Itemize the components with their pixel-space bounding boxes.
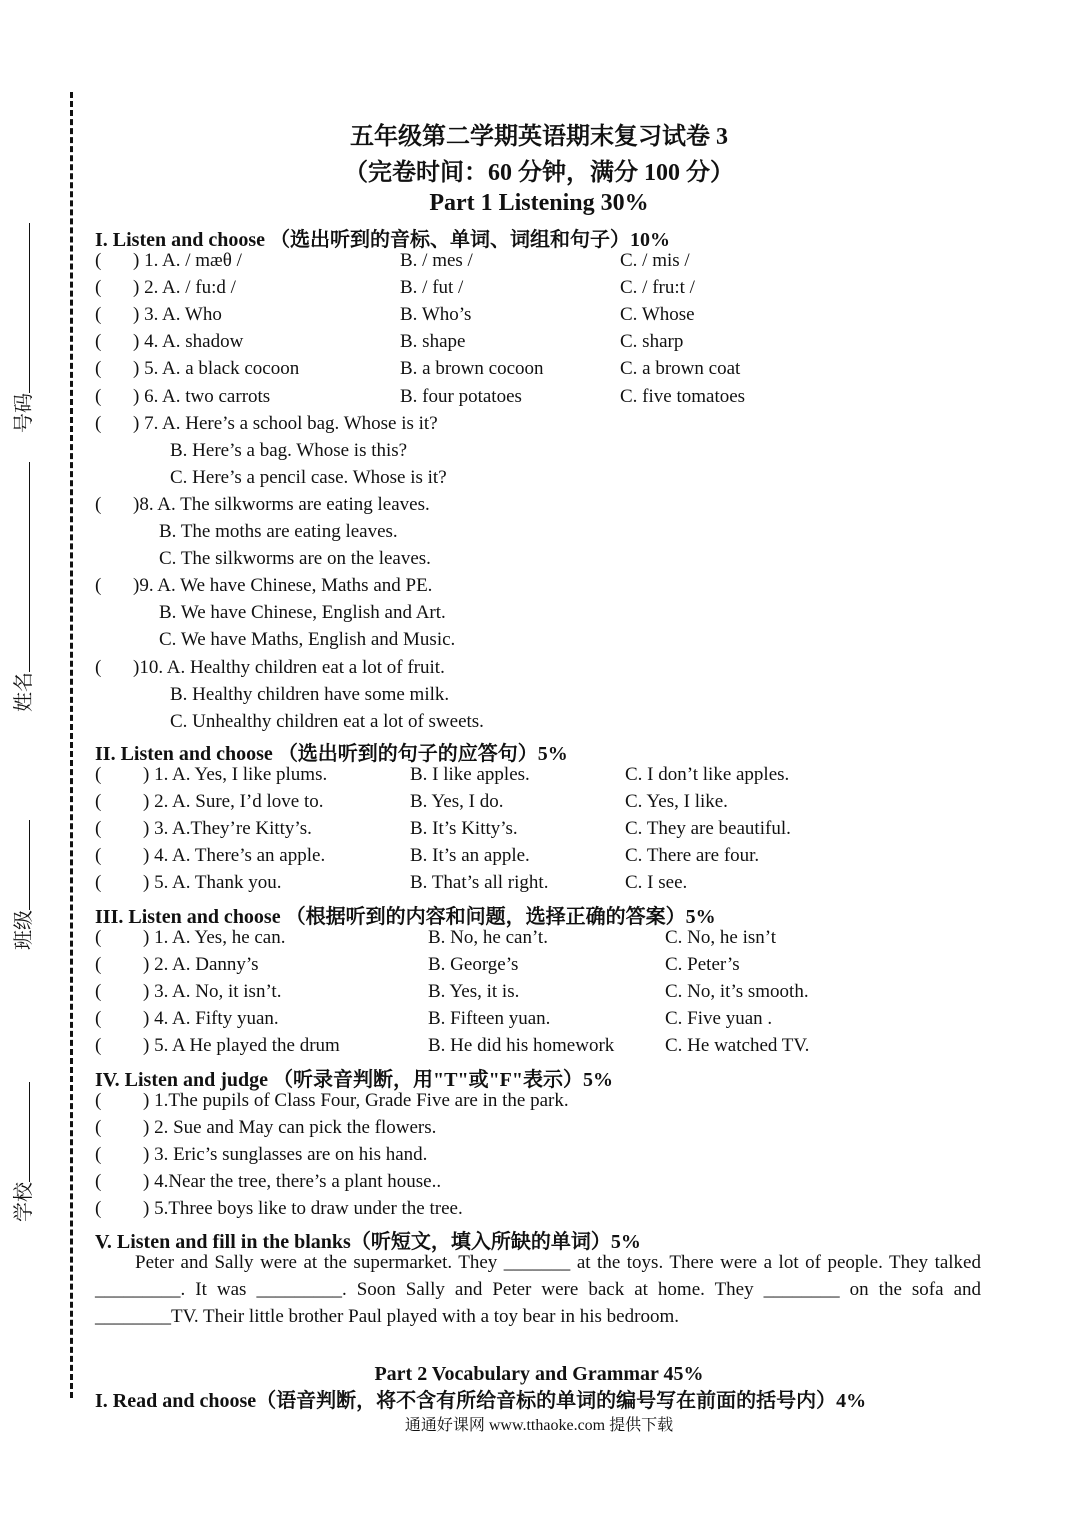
option-text: ) 2. A. / fu:d / — [133, 277, 236, 299]
question-row — [95, 331, 983, 355]
question-row — [95, 764, 983, 788]
question-row — [95, 575, 983, 599]
question-row — [95, 277, 983, 301]
option-text: C. Peter’s — [665, 954, 740, 976]
class-blank[interactable] — [29, 820, 30, 910]
answer-bracket[interactable]: ( — [95, 412, 102, 434]
question-row — [95, 386, 983, 410]
option-text: B. / mes / — [400, 250, 473, 271]
exam-subtitle: （完卷时间：60 分钟，满分 100 分） — [344, 160, 734, 186]
answer-bracket[interactable]: ( — [95, 385, 102, 407]
part2-section1-heading: I. Read and choose（语音判断，将不含有所给音标的单词的编号写在前面的括号内）4% — [95, 1390, 867, 1412]
answer-bracket[interactable]: ( — [95, 493, 102, 515]
answer-bracket[interactable]: ( — [95, 872, 102, 894]
option-text: C. They are beautiful. — [625, 818, 791, 840]
option-text: )10. A. Healthy children eat a lot of fruit. — [133, 656, 445, 678]
option-text: ) 5. A. a black cocoon — [133, 358, 300, 380]
side-class-field — [14, 820, 34, 950]
question-row — [95, 304, 983, 328]
part2-title: Part 2 Vocabulary and Grammar 45% — [374, 1363, 704, 1385]
question-row — [95, 791, 983, 815]
option-text: ) 4. A. Fifty yuan. — [143, 1008, 279, 1030]
side-school-label: 学校 — [13, 1182, 35, 1222]
option-text: B. He did his homework — [428, 1035, 615, 1057]
answer-bracket[interactable]: ( — [95, 764, 102, 785]
option-text: B. The moths are eating leaves. — [159, 521, 398, 542]
question-row — [95, 413, 983, 437]
question-row — [95, 1198, 983, 1222]
option-text: B. Yes, I do. — [410, 791, 504, 813]
answer-bracket[interactable]: ( — [95, 575, 102, 597]
option-text: C. He watched TV. — [665, 1035, 810, 1057]
answer-bracket[interactable]: ( — [95, 358, 102, 380]
option-text: C. I don’t like apples. — [625, 764, 790, 785]
answer-bracket[interactable]: ( — [95, 845, 102, 867]
option-text: ) 2. A. Sure, I’d love to. — [143, 791, 324, 813]
option-text: ) 4.Near the tree, there’s a plant house.. — [143, 1171, 442, 1193]
option-text: ) 3. Eric’s sunglasses are on his hand. — [143, 1144, 428, 1166]
section5-heading: V. Listen and fill in the blanks（听短文，填入所缺的单词）5% — [95, 1231, 641, 1253]
option-text: C. sharp — [620, 331, 684, 353]
question-row — [95, 494, 983, 518]
question-row — [95, 1035, 983, 1059]
section1-heading: I. Listen and choose （选出听到的音标、单词、词组和句子）10% — [95, 229, 671, 251]
question-row — [95, 684, 983, 708]
option-text: B. That’s all right. — [410, 872, 549, 894]
option-text: B. four potatoes — [400, 385, 522, 407]
option-text: ) 2. A. Danny’s — [143, 954, 259, 976]
question-row — [95, 981, 983, 1005]
option-text: ) 4. A. shadow — [133, 331, 244, 353]
option-text: ) 3. A.They’re Kitty’s. — [143, 818, 312, 840]
option-text: B. It’s Kitty’s. — [410, 818, 518, 840]
option-text: ) 1. A. / mæθ / — [133, 250, 242, 271]
question-row — [95, 629, 983, 653]
option-text: C. There are four. — [625, 845, 760, 867]
option-text: C. The silkworms are on the leaves. — [159, 548, 431, 570]
question-row — [95, 845, 983, 869]
answer-bracket[interactable]: ( — [95, 1035, 102, 1057]
question-row — [95, 1144, 983, 1168]
answer-bracket[interactable]: ( — [95, 1090, 102, 1111]
option-text: )8. A. The silkworms are eating leaves. — [133, 493, 430, 515]
option-text: ) 5. A He played the drum — [143, 1035, 340, 1057]
part1-title: Part 1 Listening 30% — [429, 190, 649, 216]
answer-bracket[interactable]: ( — [95, 954, 102, 976]
option-text: C. five tomatoes — [620, 385, 746, 407]
option-text: B. Fifteen yuan. — [428, 1008, 551, 1030]
answer-bracket[interactable]: ( — [95, 331, 102, 353]
side-class-label: 班级 — [13, 910, 35, 950]
option-text: )9. A. We have Chinese, Maths and PE. — [133, 575, 433, 597]
answer-bracket[interactable]: ( — [95, 1171, 102, 1193]
side-name-field — [14, 462, 34, 712]
option-text: B. Here’s a bag. Whose is this? — [170, 439, 408, 461]
option-text: B. No, he can’t. — [428, 927, 548, 948]
option-text: C. / mis / — [620, 250, 690, 271]
question-row — [95, 872, 983, 896]
option-text: ) 3. A. Who — [133, 304, 222, 326]
question-row — [95, 1008, 983, 1032]
answer-bracket[interactable]: ( — [95, 927, 102, 948]
option-text: B. George’s — [428, 954, 519, 976]
answer-bracket[interactable]: ( — [95, 304, 102, 326]
option-text: C. No, it’s smooth. — [665, 981, 809, 1003]
answer-bracket[interactable]: ( — [95, 1144, 102, 1166]
section2-heading: II. Listen and choose （选出听到的句子的应答句）5% — [95, 743, 568, 765]
question-row — [95, 602, 983, 626]
answer-bracket[interactable]: ( — [95, 818, 102, 840]
side-school-field — [14, 1082, 34, 1222]
option-text: ) 7. A. Here’s a school bag. Whose is it? — [133, 412, 438, 434]
option-text: C. a brown coat — [620, 358, 741, 380]
option-text: C. No, he isn’t — [665, 927, 777, 948]
option-text: ) 5. A. Thank you. — [143, 872, 282, 894]
question-row — [95, 1090, 983, 1114]
option-text: C. Five yuan . — [665, 1008, 773, 1030]
question-row — [95, 711, 983, 735]
question-row — [95, 358, 983, 382]
option-text: B. Yes, it is. — [428, 981, 520, 1003]
footer-credit: 通通好课网 www.tthaoke.com 提供下载 — [404, 1417, 674, 1434]
answer-bracket[interactable]: ( — [95, 791, 102, 813]
option-text: ) 5.Three boys like to draw under the tree. — [143, 1198, 463, 1220]
number-blank[interactable] — [29, 223, 30, 393]
option-text: B. / fut / — [400, 277, 464, 299]
name-blank[interactable] — [29, 462, 30, 672]
question-row — [95, 548, 983, 572]
option-text: B. Healthy children have some milk. — [170, 683, 450, 705]
option-text: C. Unhealthy children eat a lot of sweets. — [170, 710, 484, 732]
school-blank[interactable] — [29, 1082, 30, 1182]
question-row — [95, 1117, 983, 1141]
option-text: ) 1. A. Yes, he can. — [143, 927, 286, 948]
exam-title: 五年级第二学期英语期末复习试卷 3 — [350, 124, 728, 150]
answer-bracket[interactable]: ( — [95, 1198, 102, 1220]
question-row — [95, 818, 983, 842]
fill-in-paragraph: Peter and Sally were at the supermarket. They _______ at the toys. There were a lot of people. They talked _________. It was _________. Soon Sally and Peter were back at home. They ________ on the sofa and ________TV. Their little brother Paul played with a toy bear in his bedroom. — [95, 1252, 981, 1327]
option-text: ) 3. A. No, it isn’t. — [143, 981, 282, 1003]
option-text: C. Whose — [620, 304, 695, 326]
option-text: B. Who’s — [400, 304, 472, 326]
section4-heading: IV. Listen and judge （听录音判断，用"T"或"F"表示）5% — [95, 1069, 613, 1091]
question-row — [95, 927, 983, 951]
option-text: ) 6. A. two carrots — [133, 385, 271, 407]
option-text: C. Yes, I like. — [625, 791, 728, 813]
question-row — [95, 521, 983, 545]
option-text: B. shape — [400, 331, 466, 353]
answer-bracket[interactable]: ( — [95, 250, 102, 271]
question-row — [95, 467, 983, 491]
side-number-field — [14, 223, 34, 433]
question-row — [95, 954, 983, 978]
question-row — [95, 657, 983, 681]
option-text: C. We have Maths, English and Music. — [159, 629, 456, 651]
option-text: ) 2. Sue and May can pick the flowers. — [143, 1117, 437, 1139]
answer-bracket[interactable]: ( — [95, 277, 102, 299]
option-text: B. We have Chinese, English and Art. — [159, 602, 446, 624]
side-name-label: 姓名 — [13, 672, 35, 712]
option-text: ) 4. A. There’s an apple. — [143, 845, 326, 867]
option-text: C. I see. — [625, 872, 688, 894]
option-text: B. I like apples. — [410, 764, 530, 785]
option-text: ) 1. A. Yes, I like plums. — [143, 764, 328, 785]
answer-bracket[interactable]: ( — [95, 981, 102, 1003]
answer-bracket[interactable]: ( — [95, 656, 102, 678]
option-text: B. It’s an apple. — [410, 845, 530, 867]
question-row — [95, 440, 983, 464]
answer-bracket[interactable]: ( — [95, 1008, 102, 1030]
option-text: B. a brown cocoon — [400, 358, 544, 380]
option-text: C. Here’s a pencil case. Whose is it? — [170, 466, 447, 488]
option-text: ) 1.The pupils of Class Four, Grade Five are in the park. — [143, 1090, 569, 1111]
binding-dashed-line — [70, 92, 73, 1398]
side-number-label: 号码 — [13, 393, 35, 433]
section3-heading: III. Listen and choose （根据听到的内容和问题，选择正确的答案）5% — [95, 906, 716, 928]
question-row — [95, 1171, 983, 1195]
answer-bracket[interactable]: ( — [95, 1117, 102, 1139]
option-text: C. / fru:t / — [620, 277, 695, 299]
question-row — [95, 250, 983, 274]
